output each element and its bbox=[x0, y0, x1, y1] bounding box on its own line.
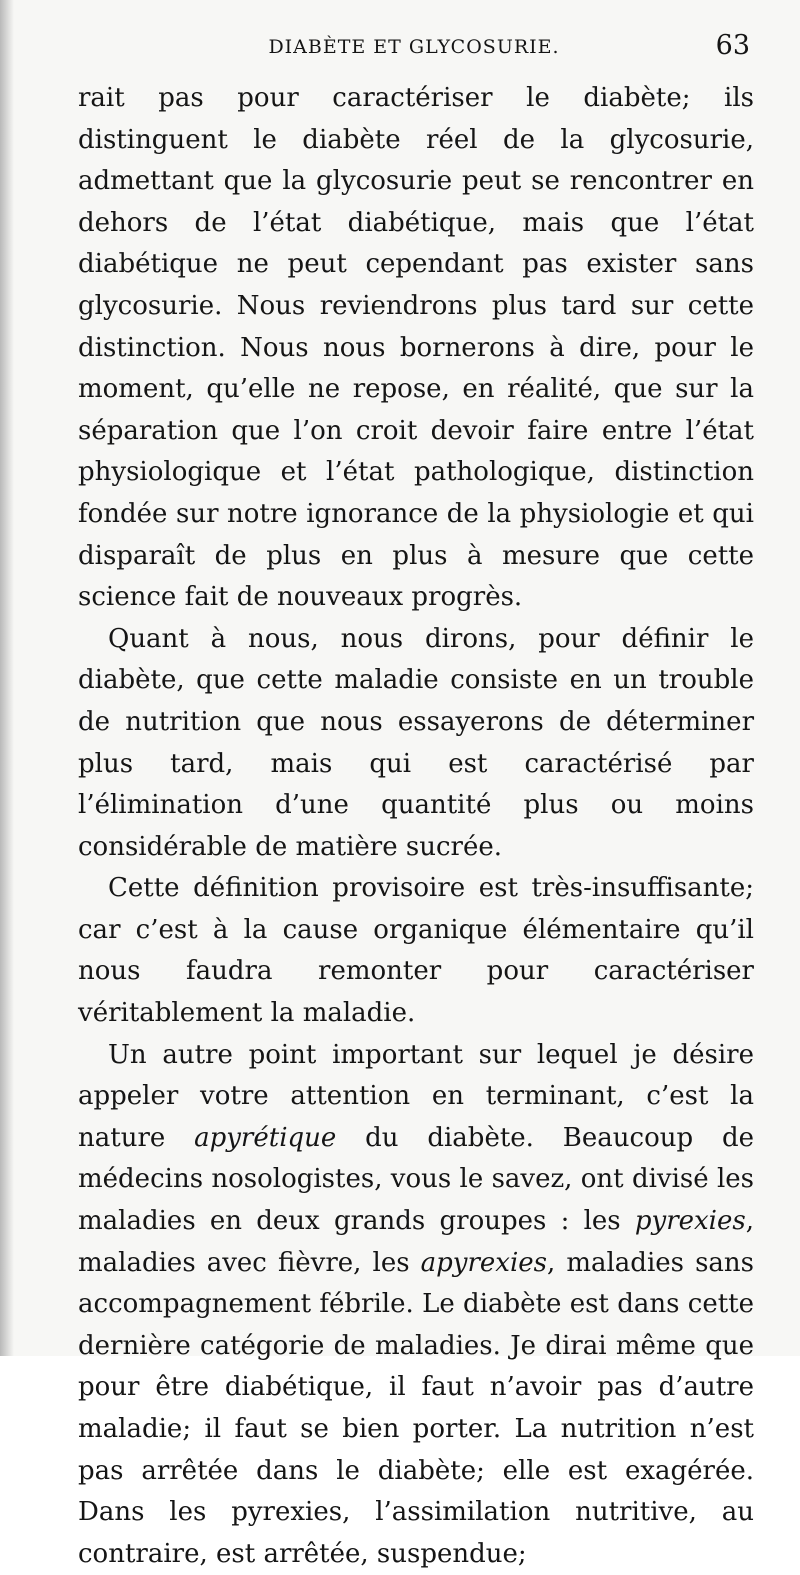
running-head: DIABÈTE ET GLYCOSURIE. bbox=[268, 36, 560, 58]
paragraph-4-text-3: , maladies avec fièvre, les bbox=[78, 1206, 754, 1278]
page-edge-shadow bbox=[0, 0, 14, 1356]
paragraph-4-text-4: , maladies sans accompagnement fébrile. Le diabète est dans cette dernière catégorie de maladies. Je dirai même que pour être diabétique, il faut n’avoir pas d’autre maladie; il faut se bien porter. La nutrition n’est pas arrêtée dans le diabète; elle est exagérée. Dans les pyrexies, l’assimilation nutritive, au contraire, est arrêtée, suspendue; bbox=[78, 1247, 755, 1569]
italic-term-apyrexies: apyrexies bbox=[420, 1247, 547, 1278]
page-number: 63 bbox=[715, 30, 750, 61]
paragraph-4 bbox=[78, 1035, 754, 1575]
body-text bbox=[78, 78, 754, 1575]
paragraph-1: rait pas pour caractériser le diabète; ils distinguent le diabète réel de la glycosurie, admettant que la glycosurie peut se rencontrer en dehors de l’état diabétique, mais que l’état diabétique ne peut cependant pas exister sans glycosurie. Nous reviendrons plus tard sur cette distinction. Nous nous bornerons à dire, pour le moment, qu’elle ne repose, en réalité, que sur la séparation que l’on croit devoir faire entre l’état physiologique et l’état pathologique, distinction fondée sur notre ignorance de la physiologie et qui disparaît de plus en plus à mesure que cette science fait de nouveaux progrès. bbox=[78, 83, 754, 613]
italic-term-apyretique: apyrétique bbox=[194, 1122, 337, 1153]
page-header bbox=[78, 30, 750, 70]
paragraph-2: Quant à nous, nous dirons, pour définir le diabète, que cette maladie consiste en un trouble de nutrition que nous essayerons de déterminer plus tard, mais qui est caractérisé par l’élimination d’une quantité plus ou moins considérable de matière sucrée. bbox=[78, 623, 754, 862]
italic-term-pyrexies: pyrexies bbox=[634, 1206, 746, 1237]
paragraph-4-text-1: Un autre point important sur lequel je désire appeler votre attention en terminant, c’est la nature bbox=[78, 1039, 754, 1153]
paragraph-3: Cette définition provisoire est très-insuffisante; car c’est à la cause organique élémentaire qu’il nous faudra remonter pour caractériser véritablement la maladie. bbox=[78, 873, 754, 1029]
paragraph-4-text-2: du diabète. Beaucoup de médecins nosologistes, vous le savez, ont divisé les maladies en deux grands groupes : les bbox=[78, 1122, 754, 1237]
